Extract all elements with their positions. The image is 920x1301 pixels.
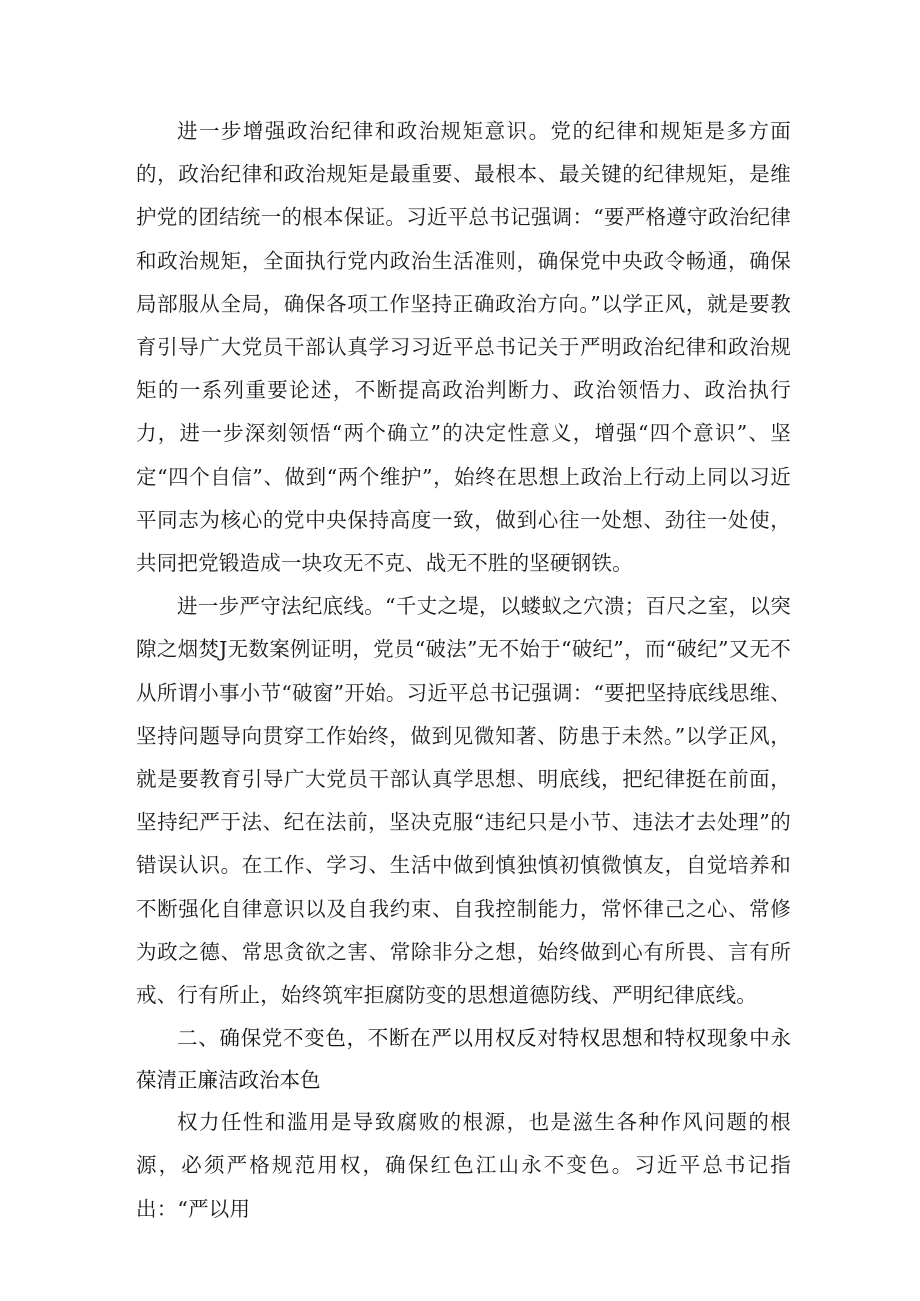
section-heading-two: 二、确保党不变色，不断在严以用权反对特权思想和特权现象中永葆清正廉洁政治本色: [136, 1026, 791, 1093]
paragraph-law-discipline-bottom-line: 进一步严守法纪底线。“千丈之堤，以蝼蚁之穴溃；百尺之室，以突隙之烟焚J无数案例证明，党员“破法”无不始于“破纪”，而“破纪”又无不从所谓小事小节“破窗”开始。习近平总书记强调：“要把坚持底线思维、坚持问题导向贯穿工作始终，做到见微知著、防患于未然。”以学正风，就是要教育引导广大党员干部认真学思想、明底线，把纪律挺在前面，坚持纪严于法、纪在法前，坚决克服“违纪只是小节、违法才去处理”的错误认识。在工作、学习、生活中做到慎独慎初慎微慎友，自觉培养和不断强化自律意识以及自我约束、自我控制能力，常怀律己之心、常修为政之德、常思贪欲之害、常除非分之想，始终做到心有所畏、言有所戒、行有所止，始终筑牢拒腐防变的思想道德防线、严明纪律底线。: [136, 594, 791, 1008]
paragraph-political-discipline: 进一步增强政治纪律和政治规矩意识。党的纪律和规矩是多方面的，政治纪律和政治规矩是最重要、最根本、最关键的纪律规矩，是维护党的团结统一的根本保证。习近平总书记强调：“要严格遵守政治纪律和政治规矩，全面执行党内政治生活准则，确保党中央政令畅通，确保局部服从全局，确保各项工作坚持正确政治方向。”以学正风，就是要教育引导广大党员干部认真学习习近平总书记关于严明政治纪律和政治规矩的一系列重要论述，不断提高政治判断力、政治领悟力、政治执行力，进一步深刻领悟“两个确立”的决定性意义，增强“四个意识”、坚定“四个自信”、做到“两个维护”，始终在思想上政治上行动上同以习近平同志为核心的党中央保持高度一致，做到心往一处想、劲往一处使，共同把党锻造成一块攻无不克、战无不胜的坚硬钢铁。: [136, 119, 791, 576]
document-page: [136, 110, 791, 1231]
paragraph-power-abuse: 权力任性和滥用是导致腐败的根源，也是滋生各种作风问题的根源，必须严格规范用权，确保红色江山永不变色。习近平总书记指出：“严以用: [136, 1110, 791, 1221]
